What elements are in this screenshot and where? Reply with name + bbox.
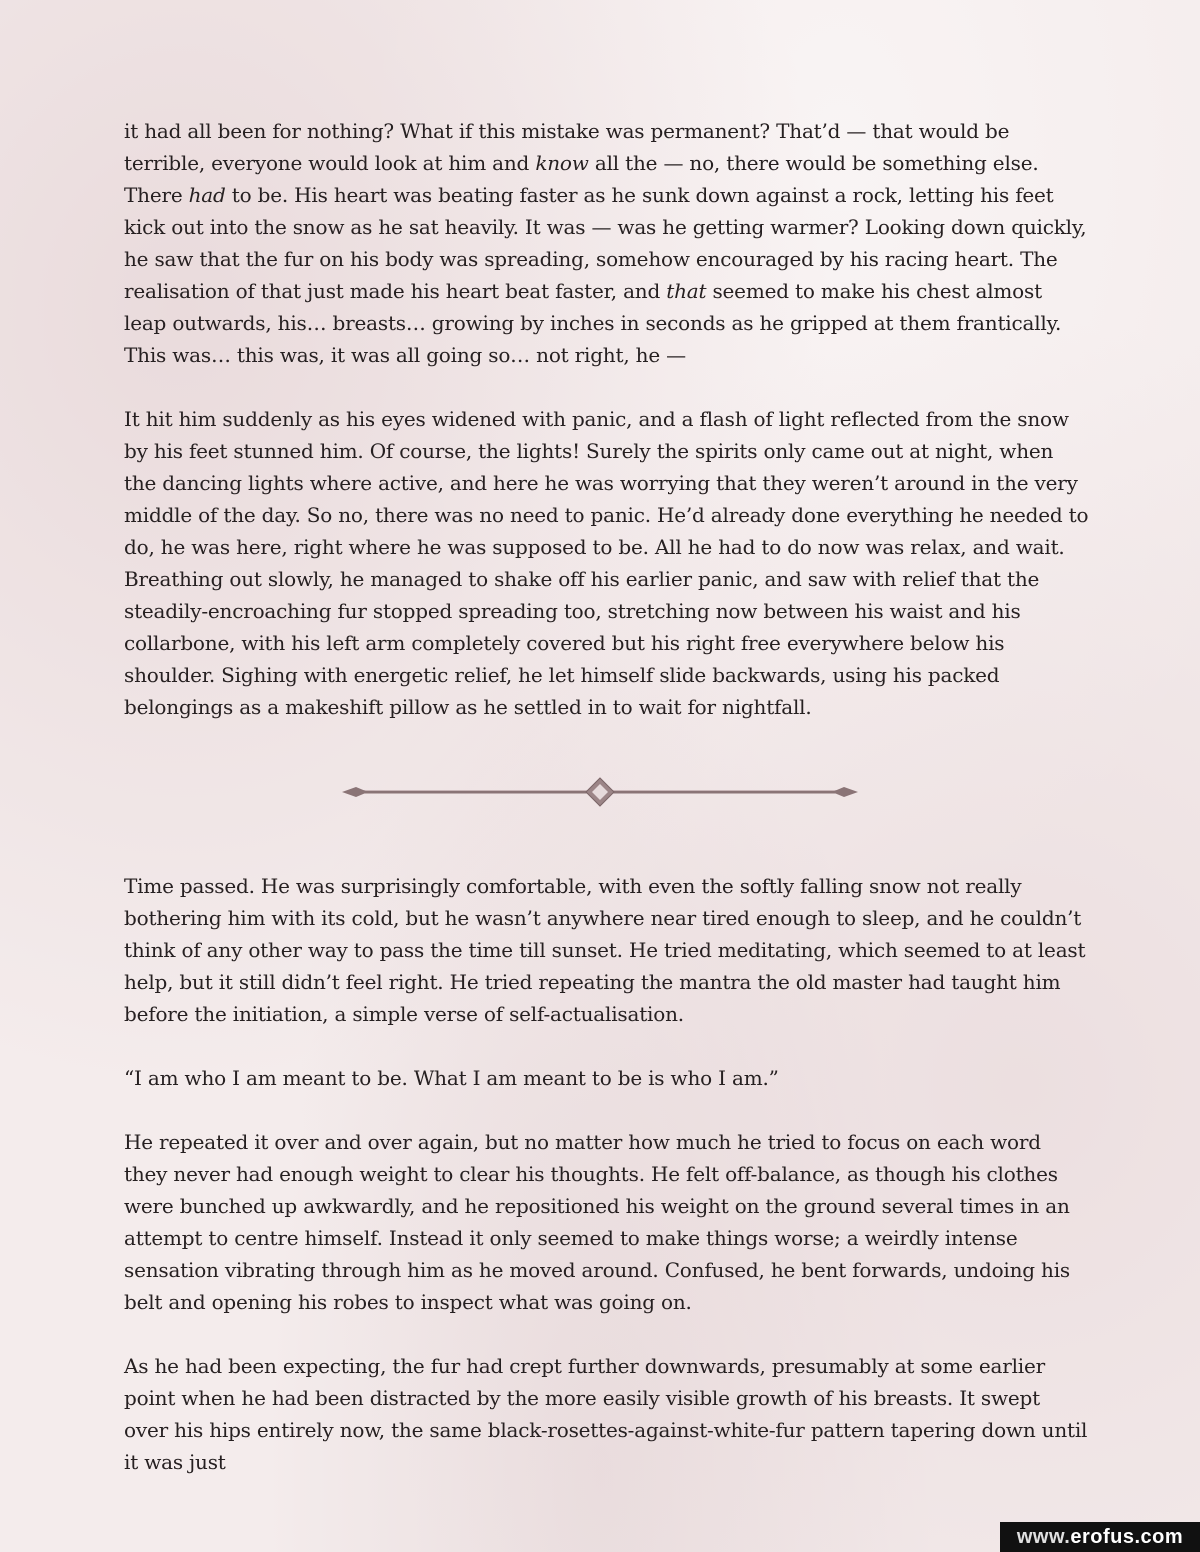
italic-text: had [188, 183, 226, 207]
watermark [1000, 1522, 1200, 1552]
paragraph-gap [124, 371, 1089, 403]
watermark-site: erofus.com [1070, 1526, 1184, 1548]
italic-text: that [666, 279, 707, 303]
text-run: to be. His heart was beating faster as he sunk down against a rock, letting his feet kick out into the snow as he sat heavily. It was — was he getting warmer? Looking down quickly, he saw that the fur on his body was spreading, somehow encouraged by his racing heart. The realisation of that just made his heart beat faster, and [124, 183, 1087, 303]
paragraph [124, 115, 1089, 371]
paragraph [124, 1350, 1089, 1478]
text-run: Time passed. He was surprisingly comfortable, with even the softly falling snow not really bothering him with its cold, but he wasn’t anywhere near tired enough to sleep, and he couldn’t think of any other way to pass the time till sunset. He tried meditating, which seemed to at least help, but it still didn’t feel right. He tried repeating the mantra the old master had taught him before the initiation, a simple verse of self-actualisation. [124, 874, 1086, 1026]
ornamental-divider [340, 775, 860, 809]
text-run: It hit him suddenly as his eyes widened with panic, and a flash of light reflected from the snow by his feet stunned him. Of course, the lights! Surely the spirits only came out at night, when the dancing lights where active, and here he was worrying that they weren’t around in the very middle of the day. So no, there was no need to panic. He’d already done everything he needed to do, he was here, right where he was supposed to be. All he had to do now was relax, and wait. Breathing out slowly, he managed to shake off his earlier panic, and saw with relief that the steadily-encroaching fur stopped spreading too, stretching now between his waist and his collarbone, with his left arm completely covered but his right free everywhere below his shoulder. Sighing with energetic relief, he let himself slide backwards, using his packed belongings as a makeshift pillow as he settled in to wait for nightfall. [124, 407, 1089, 719]
paragraph-gap [124, 1030, 1089, 1062]
divider-left-tip [342, 787, 368, 797]
paragraph [124, 870, 1089, 1030]
watermark-prefix: www. [1016, 1526, 1071, 1548]
paragraph-gap [124, 1318, 1089, 1350]
paragraph [124, 403, 1089, 723]
text-run: “I am who I am meant to be. What I am meant to be is who I am.” [124, 1066, 779, 1090]
text-block-top [124, 115, 1089, 723]
text-run: He repeated it over and over again, but no matter how much he tried to focus on each word they never had enough weight to clear his thoughts. He felt off-balance, as though his clothes were bunched up awkwardly, and he repositioned his weight on the ground several times in an attempt to centre himself. Instead it only seemed to make things worse; a weirdly intense sensation vibrating through him as he moved around. Confused, he bent forwards, undoing his belt and opening his robes to inspect what was going on. [124, 1130, 1070, 1314]
italic-text: know [535, 151, 589, 175]
text-block-bottom [124, 870, 1089, 1478]
text-run: As he had been expecting, the fur had crept further downwards, presumably at some earlier point when he had been distracted by the more easily visible growth of his breasts. It swept over his hips entirely now, the same black-rosettes-against-white-fur pattern tapering down until it was just [124, 1354, 1088, 1474]
text-run: seemed to make his chest almost leap outwards, his… breasts… growing by inches in seconds as he gripped at them frantically. This was… this was, it was all going so… not right, he — [124, 279, 1062, 367]
divider-right-tip [832, 787, 858, 797]
text-run: it had all been for nothing? What if this mistake was permanent? That’d — that would be terrible, everyone would look at him and [124, 119, 1010, 175]
paragraph-gap [124, 1094, 1089, 1126]
text-run: all the — no, there would be something else. There [124, 151, 1039, 207]
paragraph [124, 1126, 1089, 1318]
paragraph [124, 1062, 1089, 1094]
